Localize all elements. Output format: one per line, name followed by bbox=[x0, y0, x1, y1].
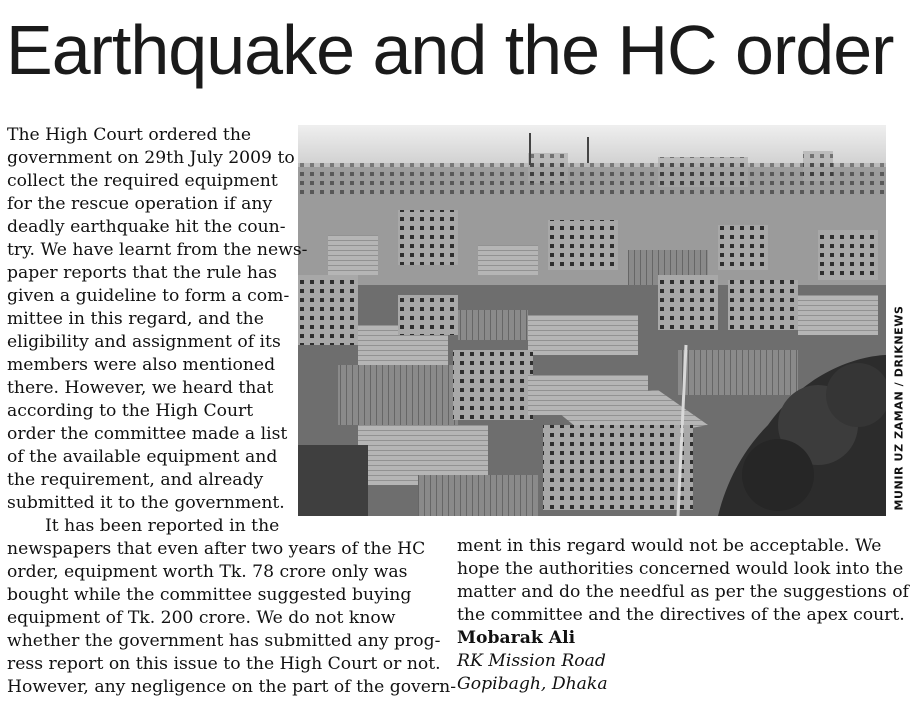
body-line: hope the authorities concerned would look into the bbox=[457, 559, 904, 579]
body-line: The High Court ordered the bbox=[7, 125, 252, 145]
body-line: eligibility and assignment of its bbox=[7, 332, 281, 352]
body-line: order the committee made a list bbox=[7, 424, 288, 444]
body-line: mittee in this regard, and the bbox=[7, 309, 264, 329]
body-line: the committee and the directives of the apex court. bbox=[457, 605, 905, 625]
body-line: try. We have learnt from the news- bbox=[7, 240, 308, 260]
signature-address-line-2: Gopibagh, Dhaka bbox=[457, 674, 608, 694]
body-line: equipment of Tk. 200 crore. We do not know bbox=[7, 608, 396, 628]
photo-credit bbox=[890, 300, 908, 516]
body-line: given a guideline to form a com- bbox=[7, 286, 290, 306]
body-line: ment in this regard would not be acceptable. We bbox=[457, 536, 882, 556]
body-line: matter and do the needful as per the suggestions of bbox=[457, 582, 909, 602]
body-line: ress report on this issue to the High Court or not. bbox=[7, 654, 441, 674]
body-line: newspapers that even after two years of the HC bbox=[7, 539, 426, 559]
body-line: members were also mentioned bbox=[7, 355, 276, 375]
body-line: deadly earthquake hit the coun- bbox=[7, 217, 286, 237]
body-line: there. However, we heard that bbox=[7, 378, 274, 398]
photo-credit-text: MUNIR UZ ZAMAN / DRIKNEWS bbox=[892, 305, 906, 511]
body-line: collect the required equipment bbox=[7, 171, 278, 191]
signature-address-line-1: RK Mission Road bbox=[457, 651, 606, 671]
letter-column-2 bbox=[457, 535, 909, 696]
letter-column-1 bbox=[7, 124, 456, 699]
body-line: for the rescue operation if any bbox=[7, 194, 273, 214]
body-line: of the available equipment and bbox=[7, 447, 278, 467]
body-line: order, equipment worth Tk. 78 crore only was bbox=[7, 562, 408, 582]
body-line: according to the High Court bbox=[7, 401, 254, 421]
headline: Earthquake and the HC order bbox=[6, 11, 894, 89]
signature-name: Mobarak Ali bbox=[457, 628, 576, 648]
body-line: However, any negligence on the part of the govern- bbox=[7, 677, 457, 697]
body-line: submitted it to the government. bbox=[7, 493, 285, 513]
body-line: government on 29th July 2009 to bbox=[7, 148, 295, 168]
body-line: the requirement, and already bbox=[7, 470, 264, 490]
body-line: paper reports that the rule has bbox=[7, 263, 278, 283]
body-line: bought while the committee suggested buying bbox=[7, 585, 412, 605]
body-line: whether the government has submitted any prog- bbox=[7, 631, 441, 651]
paragraph-2-first-line: It has been reported in the bbox=[45, 516, 280, 536]
